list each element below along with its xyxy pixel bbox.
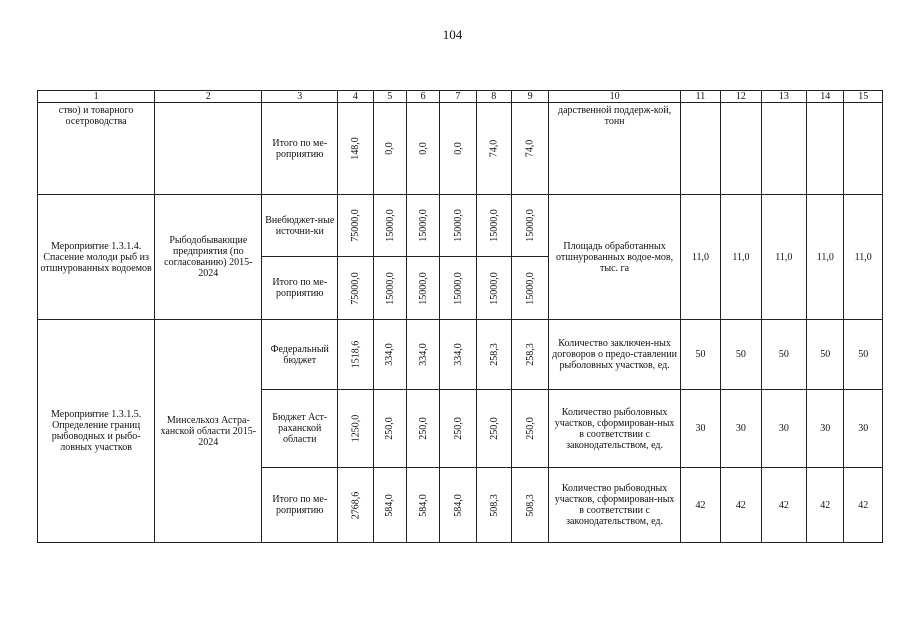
table-row bbox=[38, 320, 883, 390]
indicator-cell: Площадь обработанных отшнурованных водое-мов, тыс. га bbox=[549, 195, 680, 320]
value-cell: 15000,0 bbox=[440, 195, 476, 257]
header-cell: 14 bbox=[807, 91, 844, 103]
header-row bbox=[38, 91, 883, 103]
value-cell: 508,3 bbox=[476, 468, 511, 543]
value-cell: 75000,0 bbox=[338, 257, 373, 320]
value-cell: 2768,6 bbox=[338, 468, 373, 543]
header-cell: 5 bbox=[373, 91, 406, 103]
indicator-cell: дарственной поддерж-кой, тонн bbox=[549, 103, 680, 195]
table-row bbox=[38, 103, 883, 195]
value-cell: 508,3 bbox=[511, 468, 548, 543]
funding-source-cell: Итого по ме-роприятию bbox=[262, 103, 338, 195]
value-cell: 15000,0 bbox=[511, 257, 548, 320]
page-number: 104 bbox=[442, 27, 463, 42]
value-cell: 250,0 bbox=[373, 390, 406, 468]
target-cell: 30 bbox=[721, 390, 761, 468]
target-cell: 50 bbox=[807, 320, 844, 390]
executor-cell: Рыбодобывающие предприятия (по согласованию) 2015-2024 bbox=[155, 195, 262, 320]
value-cell: 15000,0 bbox=[373, 257, 406, 320]
target-cell: 11,0 bbox=[761, 195, 806, 320]
value-cell: 1518,6 bbox=[338, 320, 373, 390]
target-cell bbox=[721, 103, 761, 195]
target-cell: 42 bbox=[761, 468, 806, 543]
value-cell: 15000,0 bbox=[373, 195, 406, 257]
value-cell: 258,3 bbox=[476, 320, 511, 390]
value-cell: 15000,0 bbox=[406, 257, 439, 320]
header-cell: 12 bbox=[721, 91, 761, 103]
value-cell: 250,0 bbox=[511, 390, 548, 468]
value-cell: 15000,0 bbox=[440, 257, 476, 320]
indicator-cell: Количество рыбоводных участков, сформирован-ных в соответствии с законодательством, ед. bbox=[549, 468, 680, 543]
target-cell: 11,0 bbox=[807, 195, 844, 320]
funding-source-cell: Внебюджет-ные источни-ки bbox=[262, 195, 338, 257]
target-cell: 11,0 bbox=[721, 195, 761, 320]
value-cell: 148,0 bbox=[338, 103, 373, 195]
value-cell: 74,0 bbox=[476, 103, 511, 195]
value-cell: 0,0 bbox=[373, 103, 406, 195]
value-cell: 15000,0 bbox=[476, 195, 511, 257]
value-cell: 0,0 bbox=[406, 103, 439, 195]
executor-cell bbox=[155, 103, 262, 195]
target-cell bbox=[844, 103, 883, 195]
value-cell: 0,0 bbox=[440, 103, 476, 195]
value-cell: 584,0 bbox=[373, 468, 406, 543]
value-cell: 75000,0 bbox=[338, 195, 373, 257]
header-cell: 9 bbox=[511, 91, 548, 103]
target-cell: 42 bbox=[680, 468, 720, 543]
target-cell: 42 bbox=[721, 468, 761, 543]
target-cell: 30 bbox=[761, 390, 806, 468]
indicator-cell: Количество рыболовных участков, сформирован-ных в соответствии с законодательством, ед. bbox=[549, 390, 680, 468]
indicator-cell: Количество заключен-ных договоров о предо-ставлении рыболовных участков, ед. bbox=[549, 320, 680, 390]
funding-source-cell: Итого по ме-роприятию bbox=[262, 468, 338, 543]
header-cell: 3 bbox=[262, 91, 338, 103]
value-cell: 584,0 bbox=[406, 468, 439, 543]
target-cell bbox=[807, 103, 844, 195]
value-cell: 584,0 bbox=[440, 468, 476, 543]
program-table bbox=[37, 90, 883, 543]
target-cell: 30 bbox=[844, 390, 883, 468]
table-row bbox=[38, 195, 883, 257]
value-cell: 250,0 bbox=[406, 390, 439, 468]
target-cell: 50 bbox=[680, 320, 720, 390]
value-cell: 15000,0 bbox=[406, 195, 439, 257]
header-cell: 11 bbox=[680, 91, 720, 103]
value-cell: 334,0 bbox=[373, 320, 406, 390]
header-cell: 15 bbox=[844, 91, 883, 103]
header-cell: 1 bbox=[38, 91, 155, 103]
funding-source-cell: Федеральный бюджет bbox=[262, 320, 338, 390]
target-cell: 50 bbox=[761, 320, 806, 390]
header-cell: 8 bbox=[476, 91, 511, 103]
target-cell: 11,0 bbox=[680, 195, 720, 320]
measure-cell: ство) и товарного осетроводства bbox=[38, 103, 155, 195]
value-cell: 250,0 bbox=[440, 390, 476, 468]
value-cell: 334,0 bbox=[406, 320, 439, 390]
funding-source-cell: Бюджет Аст-раханской области bbox=[262, 390, 338, 468]
target-cell bbox=[680, 103, 720, 195]
funding-source-cell: Итого по ме-роприятию bbox=[262, 257, 338, 320]
value-cell: 74,0 bbox=[511, 103, 548, 195]
header-cell: 13 bbox=[761, 91, 806, 103]
measure-cell: Мероприятие 1.3.1.5. Определение границ рыбоводных и рыбо-ловных участков bbox=[38, 320, 155, 543]
header-cell: 6 bbox=[406, 91, 439, 103]
target-cell: 50 bbox=[721, 320, 761, 390]
value-cell: 334,0 bbox=[440, 320, 476, 390]
target-cell: 30 bbox=[807, 390, 844, 468]
target-cell: 11,0 bbox=[844, 195, 883, 320]
header-cell: 4 bbox=[338, 91, 373, 103]
header-cell: 2 bbox=[155, 91, 262, 103]
value-cell: 1250,0 bbox=[338, 390, 373, 468]
value-cell: 258,3 bbox=[511, 320, 548, 390]
target-cell bbox=[761, 103, 806, 195]
target-cell: 50 bbox=[844, 320, 883, 390]
value-cell: 15000,0 bbox=[511, 195, 548, 257]
header-cell: 7 bbox=[440, 91, 476, 103]
value-cell: 250,0 bbox=[476, 390, 511, 468]
value-cell: 15000,0 bbox=[476, 257, 511, 320]
measure-cell: Мероприятие 1.3.1.4. Спасение молоди рыб из отшнурованных водоемов bbox=[38, 195, 155, 320]
target-cell: 42 bbox=[844, 468, 883, 543]
target-cell: 30 bbox=[680, 390, 720, 468]
executor-cell: Минсельхоз Астра-ханской области 2015-2024 bbox=[155, 320, 262, 543]
header-cell: 10 bbox=[549, 91, 680, 103]
target-cell: 42 bbox=[807, 468, 844, 543]
